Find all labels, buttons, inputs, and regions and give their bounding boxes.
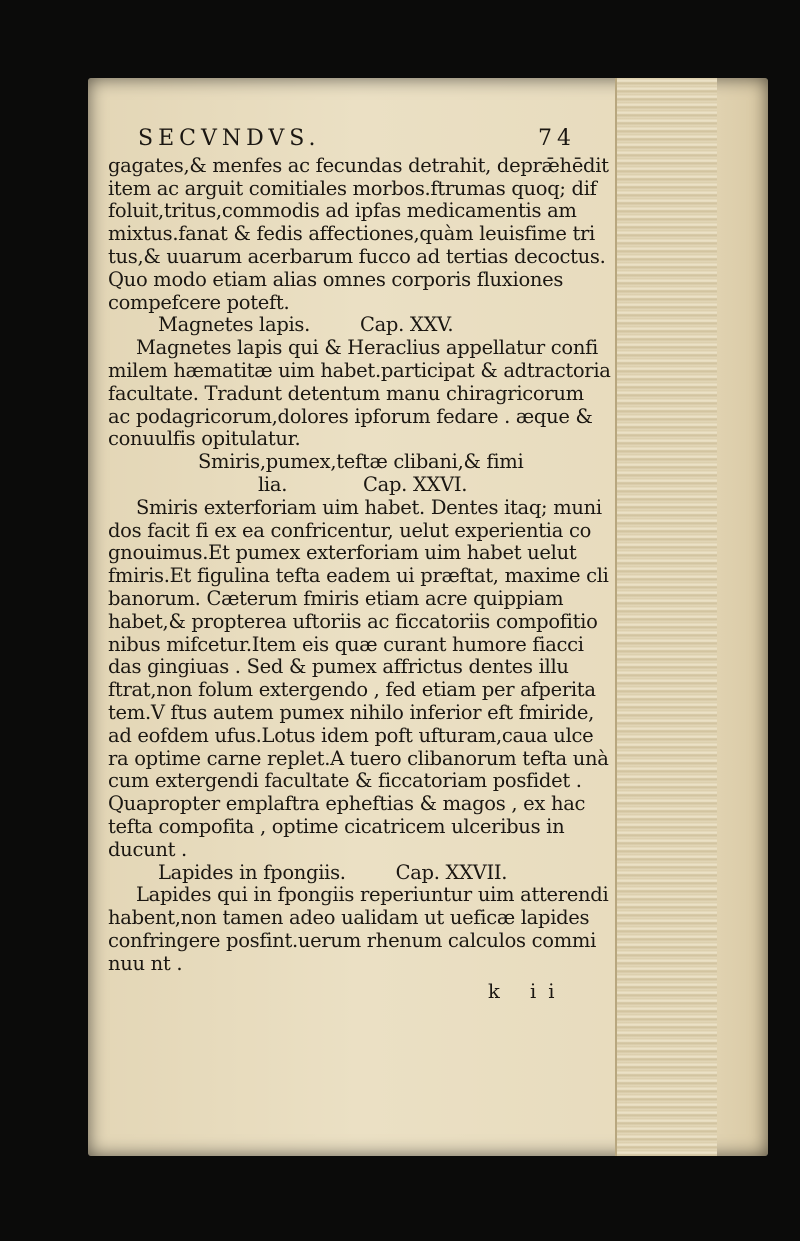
text-line: ra optime carne replet.A tuero clibanorum tefta unà [108,746,609,770]
text-line: nibus mifcetur.Item eis quæ curant humore fiacci [108,632,584,656]
page-number: 74 [538,126,576,151]
chapter-number: Cap. XXVI. [363,472,468,496]
text-line: dos facit fi ex ea confricentur, uelut experientia co [108,518,592,542]
text-line: gagates,& menfes ac fecundas detrahit, deprǣhēdit [108,153,609,177]
text-line: milem hæmatitæ uim habet.participat & adtractoria [108,358,611,382]
text-line: cum extergendi facultate & ficcatoriam posfidet . [108,769,582,793]
running-title: SECVNDVS. [138,126,321,151]
chapter-number: Cap. XXV. [359,313,454,337]
text-line: das gingiuas . Sed & pumex affrictus dentes illu [108,655,569,679]
section-heading [108,451,628,474]
section-title: Smiris,pumex,teftæ clibani,& fimi [198,450,524,474]
text-line: mixtus.fanat & fedis affectiones,quàm leuisfime tri [108,222,595,246]
text-line: conuulfis opitulatur. [108,427,301,451]
text-line: Quo modo etiam alias omnes corporis fluxiones [108,267,564,291]
running-header [108,128,628,151]
text-line: facultate. Tradunt detentum manu chiragricorum [108,381,584,405]
text-line: Magnetes lapis qui & Heraclius appellatur confi [136,336,598,360]
text-line: gnouimus.Et pumex exterforiam uim habet uelut [108,541,577,565]
text-line: Quapropter emplaftra epheftias & magos , ex hac [108,792,586,816]
text-line: nuu nt . [108,951,183,975]
text-line: confringere posfint.uerum rhenum calculos commi [108,928,597,952]
section-title: Magnetes lapis. [158,313,311,337]
text-line: tefta compofita , optime cicatricem ulceribus in [108,814,565,838]
chapter-number: Cap. XXVII. [395,860,508,884]
text-line: item ac arguit comitiales morbos.ftrumas quoq; dif [108,176,597,200]
text-line: banorum. Cæterum fmiris etiam acre quippiam [108,586,564,610]
text-line: habet,& propterea uftoriis ac ficcatoriis compofitio [108,609,598,633]
text-line: ftrat,non folum extergendo , fed etiam per afperita [108,678,596,702]
text-line: tem.V ftus autem pumex nihilo inferior eft fmiride, [108,700,595,724]
text-line: ad eofdem ufus.Lotus idem poft ufturam,caua ulce [108,723,594,747]
text-line: foluit,tritus,commodis ad ipfas medicamentis am [108,199,577,223]
text-line: habent,non tamen adeo ualidam ut ueficæ lapides [108,906,590,930]
text-line: compefcere poteft. [108,290,290,314]
text-line: fmiris.Et figulina tefta eadem ui præftat, maxime cli [108,564,609,588]
section-title: Lapides in fpongiis. [158,860,346,884]
text-line: Lapides qui in fpongiis reperiuntur uim atterendi [136,883,609,907]
section-heading [108,862,628,885]
section-heading-cont [108,474,628,497]
page-text [108,128,628,1004]
section-heading [108,314,628,337]
text-line: ducunt . [108,837,187,861]
text-line: Smiris exterforiam uim habet. Dentes itaq; muni [136,495,602,519]
text-line: tus,& uuarum acerbarum fucco ad tertias decoctus. [108,244,606,268]
signature-mark: k ii [488,980,567,1004]
page-edges [615,78,717,1156]
text-line: ac podagricorum,dolores ipforum fedare . æque & [108,404,593,428]
section-title-cont: lia. [258,472,288,496]
